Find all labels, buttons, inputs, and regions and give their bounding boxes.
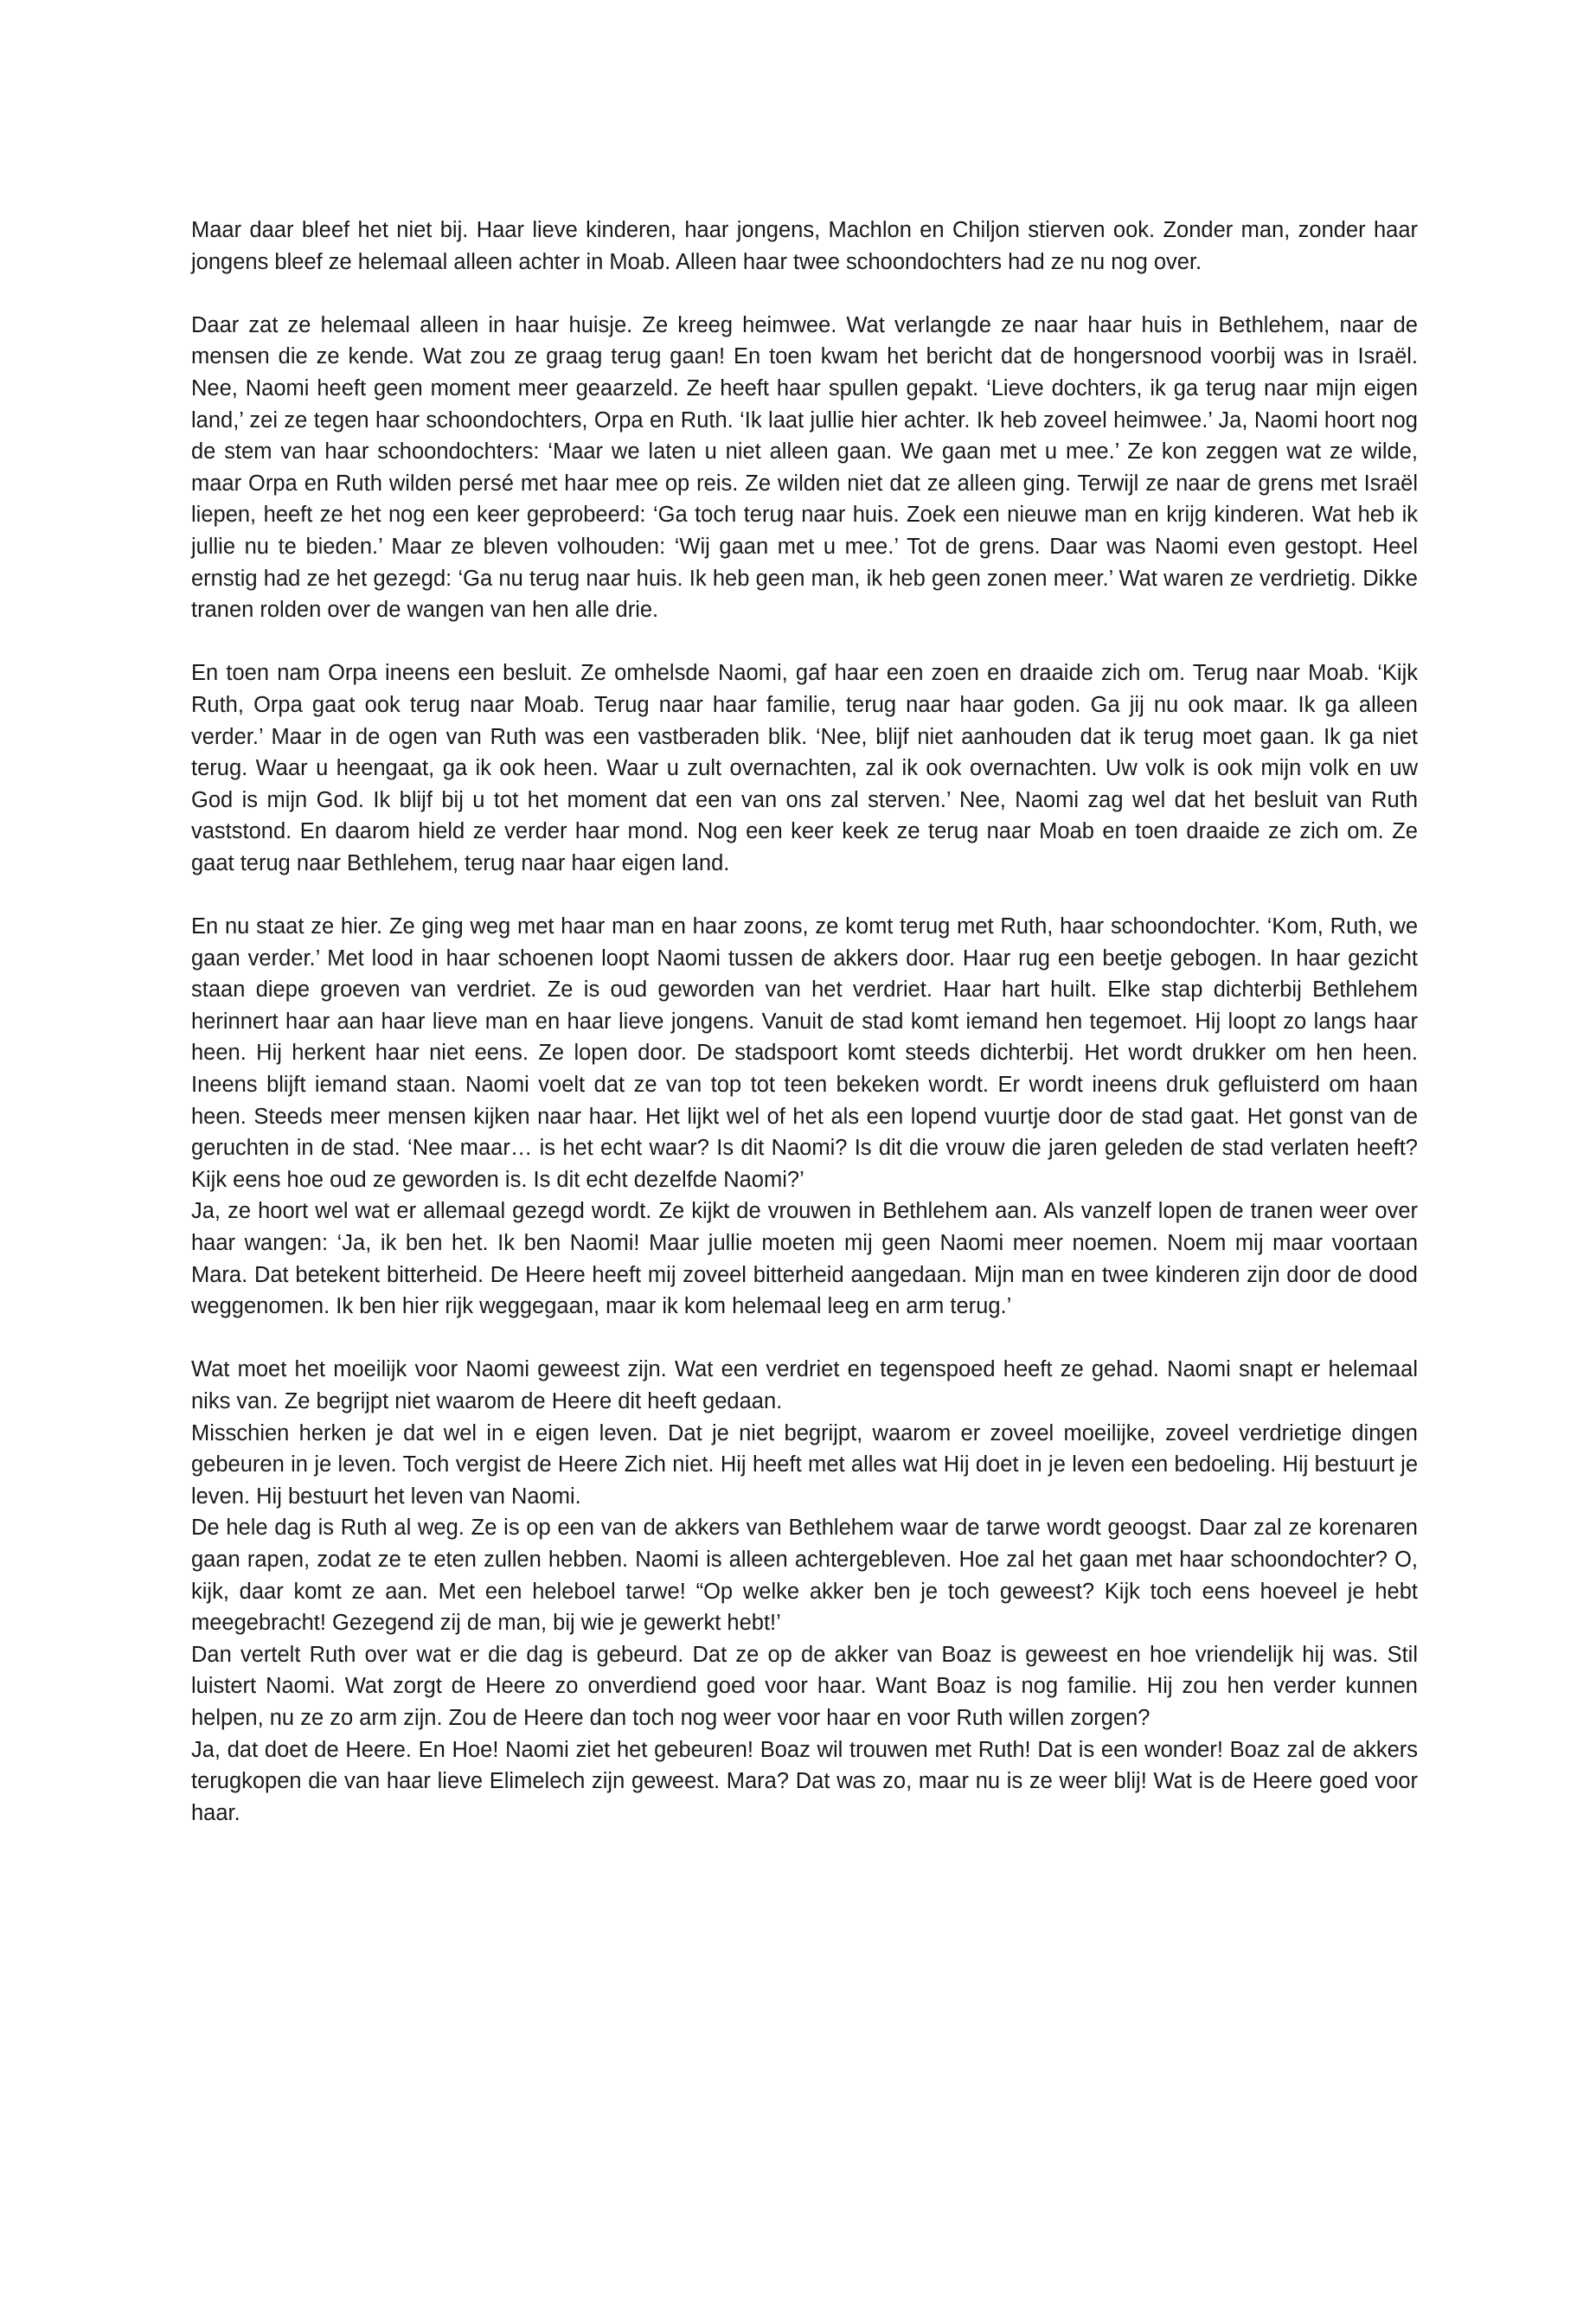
paragraph-2: Daar zat ze helemaal alleen in haar huisje. Ze kreeg heimwee. Wat verlangde ze naar haar huis in Bethlehem, naar de mensen die ze kende. Wat zou ze graag terug gaan! En toen kwam het bericht dat de hongersnood voorbij was in Israël. Nee, Naomi heeft geen moment meer geaarzeld. Ze heeft haar spullen gepakt. ‘Lieve dochters, ik ga terug naar mijn eigen land,’ zei ze tegen haar schoondochters, Orpa en Ruth. ‘Ik laat jullie hier achter. Ik heb zoveel heimwee.’ Ja, Naomi hoort nog de stem van haar schoondochters: ‘Maar we laten u niet alleen gaan. We gaan met u mee.’ Ze kon zeggen wat ze wilde, maar Orpa en Ruth wilden persé met haar mee op reis. Ze wilden niet dat ze alleen ging. Terwijl ze naar de grens met Israël liepen, heeft ze het nog een keer geprobeerd: ‘Ga toch terug naar huis. Zoek een nieuwe man en krijg kinderen. Wat heb ik jullie nu te bieden.’ Maar ze bleven volhouden: ‘Wij gaan met u mee.’ Tot de grens. Daar was Naomi even gestopt. Heel ernstig had ze het gezegd: ‘Ga nu terug naar huis. Ik heb geen man, ik heb geen zonen meer.’ Wat waren ze verdrietig. Dikke tranen rolden over de wangen van hen alle drie. (191, 312, 1418, 623)
paragraph-5: Ja, ze hoort wel wat er allemaal gezegd wordt. Ze kijkt de vrouwen in Bethlehem aan. Als vanzelf lopen de tranen weer over haar wangen: ‘Ja, ik ben het. Ik ben Naomi! Maar jullie moeten mij geen Naomi meer noemen. Noem mij maar voortaan Mara. Dat betekent bitterheid. De Heere heeft mij zoveel bitterheid aangedaan. Mijn man en twee kinderen zijn door de dood weggenomen. Ik ben hier rijk weggegaan, maar ik kom helemaal leeg en arm terug.’ (191, 1199, 1418, 1319)
document-page (191, 215, 1418, 1829)
paragraph-1: Maar daar bleef het niet bij. Haar lieve kinderen, haar jongens, Machlon en Chiljon stierven ook. Zonder man, zonder haar jongens bleef ze helemaal alleen achter in Moab. Alleen haar twee schoondochters had ze nu nog over. (191, 218, 1418, 274)
paragraph-7: Misschien herken je dat wel in e eigen leven. Dat je niet begrijpt, waarom er zoveel moeilijke, zoveel verdrietige dingen gebeuren in je leven. Toch vergist de Heere Zich niet. Hij heeft met alles wat Hij doet in je leven een bedoeling. Hij bestuurt je leven. Hij bestuurt het leven van Naomi. (191, 1420, 1418, 1509)
paragraph-10: Ja, dat doet de Heere. En Hoe! Naomi ziet het gebeuren! Boaz wil trouwen met Ruth! Dat is een wonder! Boaz zal de akkers terugkopen die van haar lieve Elimelech zijn geweest. Mara? Dat was zo, maar nu is ze weer blij! Wat is de Heere goed voor haar. (191, 1737, 1418, 1825)
paragraph-4: En nu staat ze hier. Ze ging weg met haar man en haar zoons, ze komt terug met Ruth, haar schoondochter. ‘Kom, Ruth, we gaan verder.’ Met lood in haar schoenen loopt Naomi tussen de akkers door. Haar rug een beetje gebogen. In haar gezicht staan diepe groeven van verdriet. Ze is oud geworden van het verdriet. Haar hart huilt. Elke stap dichterbij Bethlehem herinnert haar aan haar lieve man en haar lieve jongens. Vanuit de stad komt iemand hen tegemoet. Hij loopt zo langs haar heen. Hij herkent haar niet eens. Ze lopen door. De stadspoort komt steeds dichterbij. Het wordt drukker om hen heen. Ineens blijft iemand staan. Naomi voelt dat ze van top tot teen bekeken wordt. Er wordt ineens druk gefluisterd om haan heen. Steeds meer mensen kijken naar haar. Het lijkt wel of het als een lopend vuurtje door de stad gaat. Het gonst van de geruchten in de stad. ‘Nee maar… is het echt waar? Is dit Naomi? Is dit die vrouw die jaren geleden de stad verlaten heeft? Kijk eens hoe oud ze geworden is. Is dit echt dezelfde Naomi?’ (191, 914, 1418, 1192)
paragraph-6: Wat moet het moeilijk voor Naomi geweest zijn. Wat een verdriet en tegenspoed heeft ze gehad. Naomi snapt er helemaal niks van. Ze begrijpt niet waarom de Heere dit heeft gedaan. (191, 1357, 1418, 1413)
paragraph-9: Dan vertelt Ruth over wat er die dag is gebeurd. Dat ze op de akker van Boaz is geweest en hoe vriendelijk hij was. Stil luistert Naomi. Wat zorgt de Heere zo onverdiend goed voor haar. Want Boaz is nog familie. Hij zou hen verder kunnen helpen, nu ze zo arm zijn. Zou de Heere dan toch nog weer voor haar en voor Ruth willen zorgen? (191, 1642, 1418, 1730)
paragraph-8: De hele dag is Ruth al weg. Ze is op een van de akkers van Bethlehem waar de tarwe wordt geoogst. Daar zal ze korenaren gaan rapen, zodat ze te eten zullen hebben. Naomi is alleen achtergebleven. Hoe zal het gaan met haar schoondochter? O, kijk, daar komt ze aan. Met een heleboel tarwe! “Op welke akker ben je toch geweest? Kijk toch eens hoeveel je hebt meegebracht! Gezegend zij de man, bij wie je gewerkt hebt!’ (191, 1516, 1418, 1636)
paragraph-3: En toen nam Orpa ineens een besluit. Ze omhelsde Naomi, gaf haar een zoen en draaide zich om. Terug naar Moab. ‘Kijk Ruth, Orpa gaat ook terug naar Moab. Terug naar haar familie, terug naar haar goden. Ga jij nu ook maar. Ik ga alleen verder.’ Maar in de ogen van Ruth was een vastberaden blik. ‘Nee, blijf niet aanhouden dat ik terug moet gaan. Ik ga niet terug. Waar u heengaat, ga ik ook heen. Waar u zult overnachten, zal ik ook overnachten. Uw volk is ook mijn volk en uw God is mijn God. Ik blijf bij u tot het moment dat een van ons zal sterven.’ Nee, Naomi zag wel dat het besluit van Ruth vaststond. En daarom hield ze verder haar mond. Nog een keer keek ze terug naar Moab en toen draaide ze zich om. Ze gaat terug naar Bethlehem, terug naar haar eigen land. (191, 661, 1418, 875)
